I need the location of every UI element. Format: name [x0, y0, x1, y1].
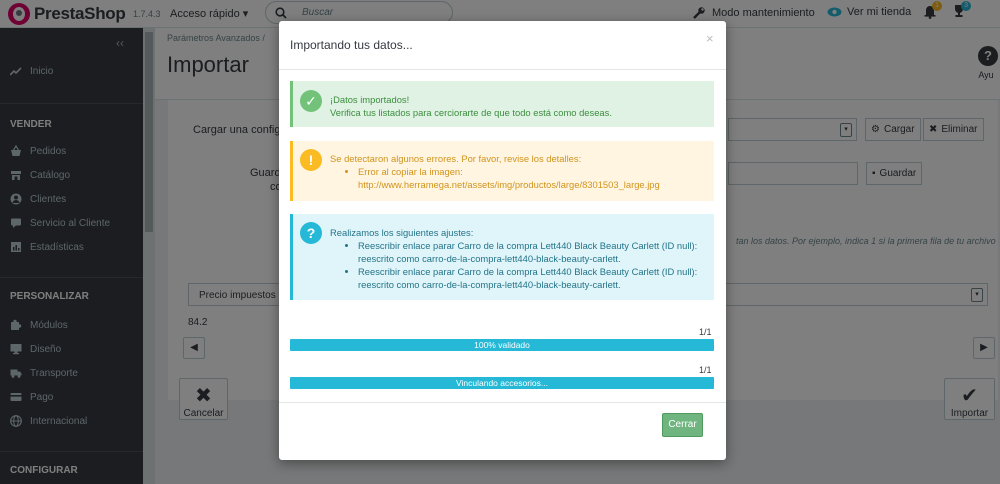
- alert-bar: [290, 214, 293, 300]
- check-circle-icon: ✓: [300, 90, 322, 112]
- warning-heading: Se detectaron algunos errores. Por favor, revise los detalles:: [330, 153, 582, 164]
- exclamation-icon: !: [300, 149, 322, 171]
- modal-divider: [279, 69, 726, 70]
- info-heading: Realizamos los siguientes ajustes:: [330, 227, 474, 238]
- info-item: • Reescribir enlace parar Carro de la compra Lett440 Black Beauty Carlett (ID null): reescrito como carro-de-la-compra-lett440-black-beauty-carlett.: [358, 265, 706, 291]
- progress-label: 100% validado: [474, 340, 530, 350]
- modal-divider: [279, 402, 726, 403]
- alert-bar: [290, 81, 293, 127]
- success-title: ¡Datos importados!: [330, 94, 410, 105]
- warning-item: • Error al copiar la imagen: http://www.herramega.net/assets/img/productos/large/8301503_large.jpg: [358, 165, 706, 191]
- info-item: • Reescribir enlace parar Carro de la compra Lett440 Black Beauty Carlett (ID null): reescrito como carro-de-la-compra-lett440-black-beauty-carlett.: [358, 239, 706, 265]
- success-message: Verifica tus listados para cerciorarte de que todo está como deseas.: [330, 107, 612, 118]
- linking-progress-bar: [290, 377, 714, 389]
- modal-close-icon[interactable]: ×: [706, 31, 714, 46]
- validation-progress-bar: [290, 339, 714, 351]
- modal-title: Importando tus datos...: [290, 38, 413, 52]
- alert-bar: [290, 141, 293, 201]
- import-progress-modal: [279, 21, 726, 460]
- progress-count: 1/1: [699, 327, 712, 337]
- close-button[interactable]: Cerrar: [662, 413, 703, 437]
- info-alert: [290, 214, 714, 300]
- success-alert: [290, 81, 714, 127]
- question-circle-icon: ?: [300, 222, 322, 244]
- progress-label: Vinculando accesorios...: [456, 378, 548, 388]
- warning-alert: [290, 141, 714, 201]
- progress-count: 1/1: [699, 365, 712, 375]
